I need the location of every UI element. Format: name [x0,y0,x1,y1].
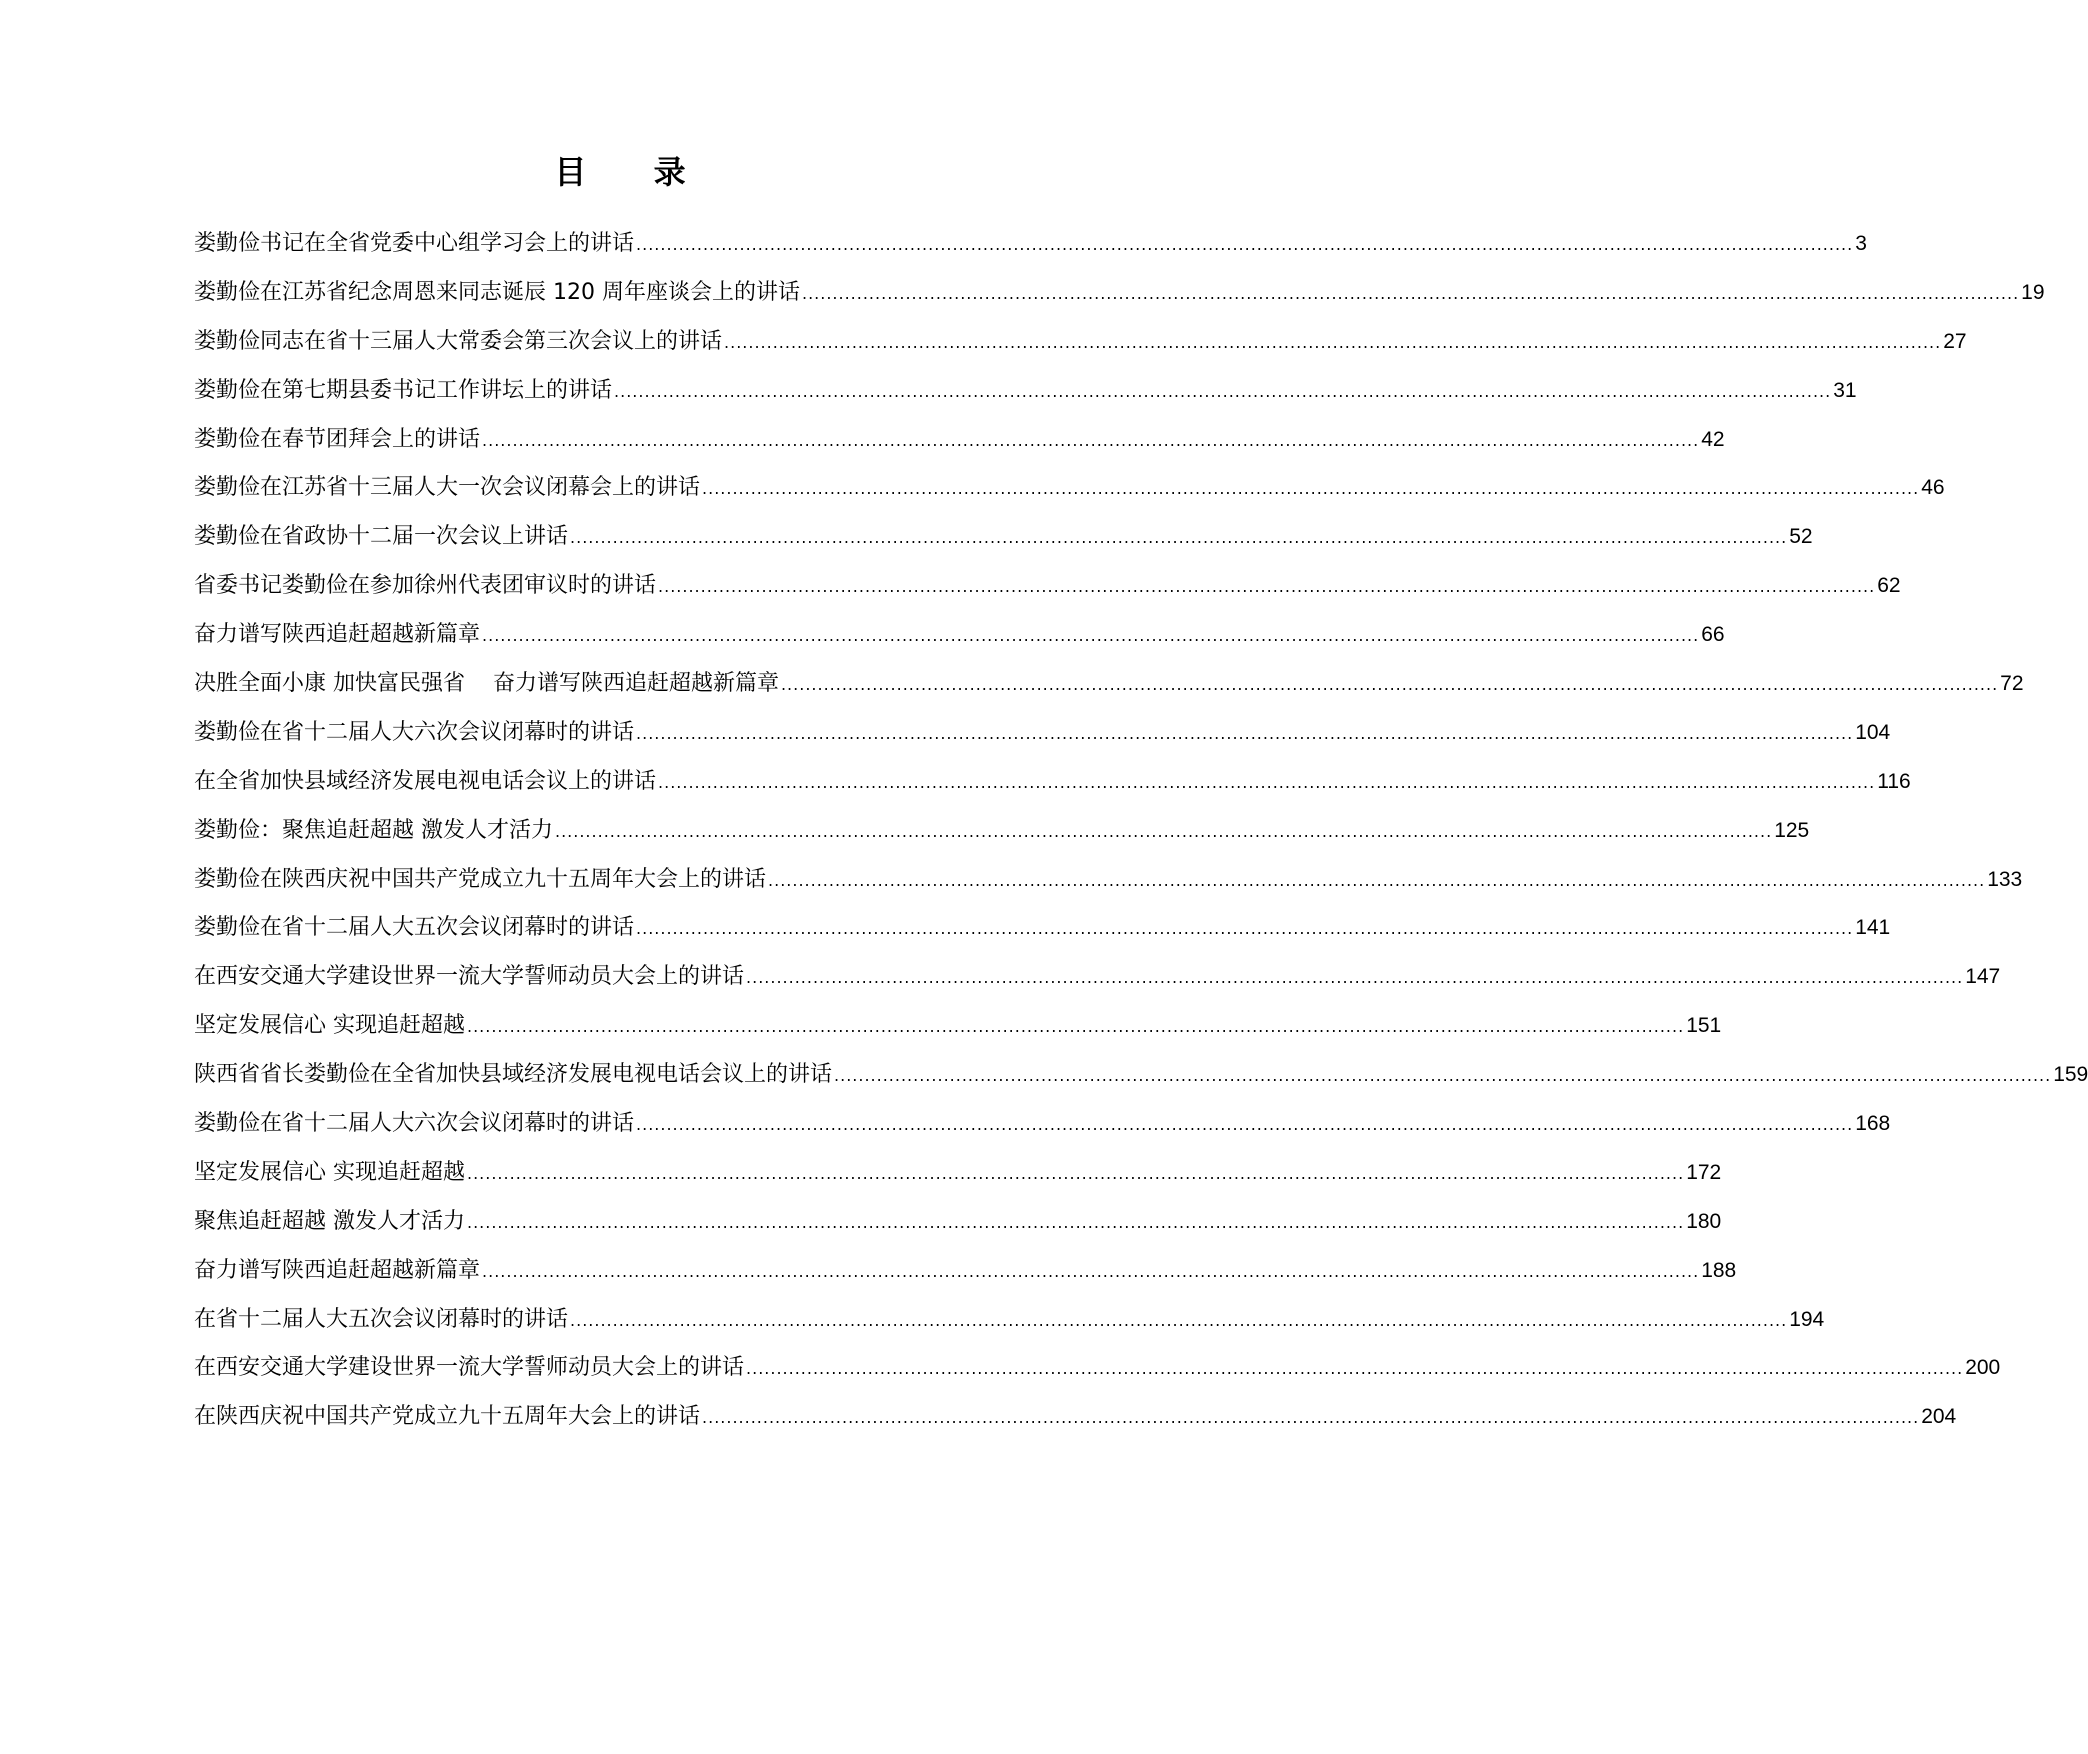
toc-page-number: 66 [1701,623,1725,647]
dot-leader: ........................................................................................................................................................................................................ [467,1163,1685,1183]
toc-page-number: 104 [1855,720,1891,744]
toc-entry[interactable] [194,1149,1722,1198]
toc-entry-title: 在陕西庆祝中国共产党成立九十五周年大会上的讲话 [194,1404,701,1430]
toc-entry[interactable] [194,807,1810,856]
toc-entry-title: 娄勤俭在江苏省十三届人大一次会议闭幕会上的讲话 [194,475,701,501]
toc-entry[interactable] [194,1002,1722,1051]
toc-entry-title: 在西安交通大学建设世界一流大学誓师动员大会上的讲话 [194,1355,745,1381]
toc-page-number: 62 [1877,574,1901,598]
toc-entry[interactable] [194,1393,1957,1442]
dot-leader: ........................................................................................................................................................................................................ [636,919,1854,939]
dot-leader: ........................................................................................................................................................................................................ [724,332,1942,352]
toc-entry-title: 坚定发展信心 实现追赶超越 [194,1159,465,1185]
toc-entry[interactable] [194,904,1891,953]
toc-page-number: 151 [1686,1014,1722,1038]
toc-entry-title: 娄勤俭在春节团拜会上的讲话 [194,426,481,452]
toc-entry-title: 娄勤俭书记在全省党委中心组学习会上的讲话 [194,231,635,256]
toc-page-number: 159 [2053,1063,2088,1087]
toc-entry[interactable] [194,464,1945,513]
toc-page-number: 27 [1943,329,1967,353]
dot-leader: ........................................................................................................................................................................................................ [482,430,1700,450]
dot-leader: ........................................................................................................................................................................................................ [555,821,1773,841]
table-of-contents [194,220,2088,1442]
toc-entry-title: 娄勤俭在省政协十二届一次会议上讲话 [194,524,569,550]
toc-entry-title: 奋力谱写陕西追赶超越新篇章 [194,1257,481,1283]
toc-entry[interactable] [194,1100,1891,1149]
toc-page-number: 72 [2000,672,2024,696]
toc-entry[interactable] [194,611,1725,660]
toc-page-number: 31 [1833,378,1857,402]
toc-page-number: 200 [1965,1356,2001,1380]
toc-entry[interactable] [194,758,1911,807]
toc-page-number: 52 [1789,525,1813,549]
toc-entry[interactable] [194,1296,1825,1345]
toc-page-number: 19 [2021,280,2045,304]
dot-leader: ........................................................................................................................................................................................................ [834,1066,2052,1086]
toc-entry[interactable] [194,1344,2001,1393]
toc-entry[interactable] [194,660,2024,709]
dot-leader: ........................................................................................................................................................................................................ [636,1115,1854,1135]
toc-page-number: 147 [1965,965,2001,989]
dot-leader: ........................................................................................................................................................................................................ [658,772,1876,792]
toc-entry-title: 娄勤俭在江苏省纪念周恩来同志诞辰 120 周年座谈会上的讲话 [194,279,800,305]
dot-leader: ........................................................................................................................................................................................................ [636,723,1854,743]
toc-entry[interactable] [194,416,1725,465]
dot-leader: ........................................................................................................................................................................................................ [467,1212,1685,1232]
toc-page-number: 42 [1701,427,1725,451]
dot-leader: ........................................................................................................................................................................................................ [467,1017,1685,1037]
dot-leader: ........................................................................................................................................................................................................ [636,235,1854,254]
toc-page-number: 168 [1855,1112,1891,1136]
dot-leader: ........................................................................................................................................................................................................ [482,626,1700,646]
toc-entry[interactable] [194,220,1867,269]
dot-leader: ........................................................................................................................................................................................................ [482,1261,1700,1281]
toc-page-number: 116 [1877,769,1911,793]
dot-leader: ........................................................................................................................................................................................................ [746,1359,1964,1379]
dot-leader: ........................................................................................................................................................................................................ [768,870,1986,890]
toc-entry-title: 坚定发展信心 实现追赶超越 [194,1013,465,1039]
toc-entry-title: 娄勤俭：聚焦追赶超越 激发人才活力 [194,817,553,843]
toc-entry[interactable] [194,513,1813,562]
toc-entry-title: 娄勤俭在陕西庆祝中国共产党成立九十五周年大会上的讲话 [194,866,767,892]
toc-entry[interactable] [194,367,1857,416]
toc-entry[interactable] [194,1247,1737,1296]
toc-entry-title: 娄勤俭在第七期县委书记工作讲坛上的讲话 [194,377,613,403]
dot-leader: ........................................................................................................................................................................................................ [614,381,1832,401]
toc-entry-title: 决胜全面小康 加快富民强省 奋力谱写陕西追赶超越新篇章 [194,671,779,697]
toc-page-number: 133 [1987,867,2023,891]
toc-entry-title: 省委书记娄勤俭在参加徐州代表团审议时的讲话 [194,573,657,599]
toc-page-number: 141 [1855,916,1891,940]
toc-page-number: 204 [1921,1405,1957,1429]
dot-leader: ........................................................................................................................................................................................................ [658,577,1876,597]
toc-entry-title: 娄勤俭同志在省十三届人大常委会第三次会议上的讲话 [194,328,723,354]
toc-entry[interactable] [194,318,1967,367]
toc-page-number: 194 [1789,1307,1825,1331]
toc-page-number: 188 [1701,1258,1737,1282]
toc-page-number: 3 [1855,232,1867,255]
toc-entry[interactable] [194,269,2045,318]
toc-entry-title: 在省十二届人大五次会议闭幕时的讲话 [194,1306,569,1332]
toc-entry[interactable] [194,1198,1722,1247]
toc-entry-title: 聚焦追赶超越 激发人才活力 [194,1208,465,1234]
toc-entry-title: 在全省加快县域经济发展电视电话会议上的讲话 [194,768,657,794]
dot-leader: ........................................................................................................................................................................................................ [570,1310,1788,1330]
toc-entry[interactable] [194,709,1891,758]
dot-leader: ........................................................................................................................................................................................................ [746,968,1964,988]
dot-leader: ........................................................................................................................................................................................................ [702,1408,1920,1428]
toc-entry-title: 娄勤俭在省十二届人大六次会议闭幕时的讲话 [194,1111,635,1137]
toc-entry-title: 娄勤俭在省十二届人大五次会议闭幕时的讲话 [194,915,635,941]
toc-page-number: 180 [1686,1209,1722,1233]
dot-leader: ........................................................................................................................................................................................................ [780,675,1999,695]
dot-leader: ........................................................................................................................................................................................................ [702,479,1920,499]
toc-entry-title: 奋力谱写陕西追赶超越新篇章 [194,622,481,648]
toc-entry[interactable] [194,953,2001,1002]
toc-entry-title: 在西安交通大学建设世界一流大学誓师动员大会上的讲话 [194,964,745,990]
toc-entry[interactable] [194,1051,2088,1100]
toc-page-number: 172 [1686,1160,1722,1184]
toc-page-number: 125 [1774,818,1810,842]
toc-entry-title: 陕西省省长娄勤俭在全省加快县域经济发展电视电话会议上的讲话 [194,1062,833,1088]
dot-leader: ........................................................................................................................................................................................................ [570,528,1788,548]
toc-entry[interactable] [194,562,1901,611]
toc-page-number: 46 [1921,476,1945,500]
dot-leader: ........................................................................................................................................................................................................ [801,283,2020,303]
toc-entry[interactable] [194,856,2023,905]
toc-entry-title: 娄勤俭在省十二届人大六次会议闭幕时的讲话 [194,719,635,745]
page-title: 目 录 [554,153,714,191]
